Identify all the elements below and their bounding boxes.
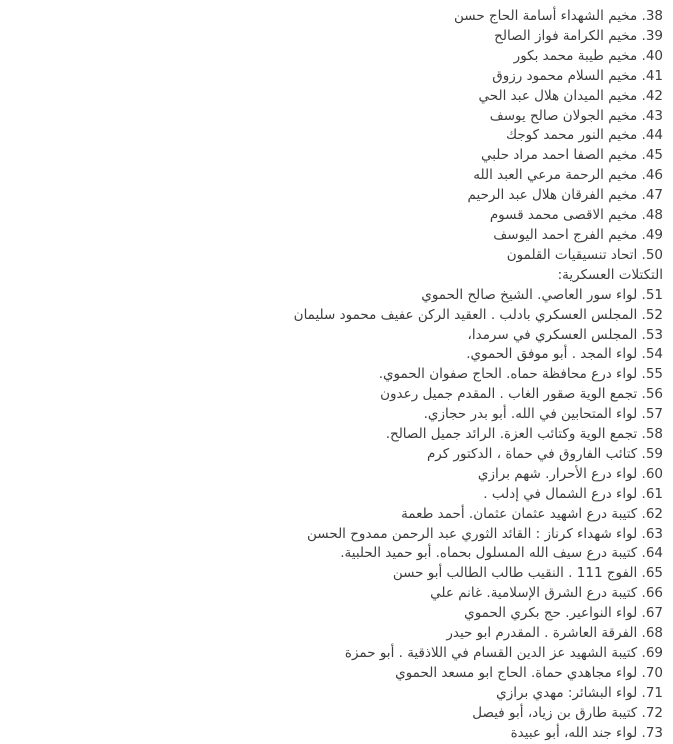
list-item: 72. كتيبة طارق بن زياد، أبو فيصل bbox=[472, 704, 663, 721]
list-item: 53. المجلس العسكري في سرمدا، bbox=[467, 326, 663, 343]
list-item: 40. مخيم طيبة محمد بكور bbox=[513, 47, 663, 64]
list-item: 50. اتحاد تنسيقيات القلمون bbox=[506, 246, 663, 263]
list-item: 56. تجمع الوية صقور الغاب . المقدم جميل رعدون bbox=[380, 386, 663, 403]
list-item: 73. لواء جند الله، أبو عبيدة bbox=[510, 724, 663, 741]
list-item: 57. لواء المتحابين في الله. أبو بدر حجازي. bbox=[423, 406, 663, 423]
list-item: 65. الفوج 111 . النقيب طالب الطالب أبو حسن bbox=[392, 565, 663, 582]
list-item: 39. مخيم الكرامة فواز الصالح bbox=[494, 27, 663, 44]
list-item: 42. مخيم الميدان هلال عبد الحي bbox=[478, 87, 663, 104]
list-item: 64. كتيبة درع سيف الله المسلول بحماه. أبو حميد الحلبية. bbox=[340, 545, 663, 562]
list-item: 54. لواء المجد . أبو موفق الحموي. bbox=[466, 346, 663, 363]
list-item: 52. المجلس العسكري بادلب . العقيد الركن عفيف محمود سليمان bbox=[293, 306, 663, 323]
list-item: 49. مخيم الفرج احمد اليوسف bbox=[493, 226, 663, 243]
list-item: 59. كتائب الفاروق في حماة ، الدكتور كرم bbox=[426, 445, 663, 462]
list-item: 45. مخيم الصفا احمد مراد حلبي bbox=[480, 147, 663, 164]
list-item: 41. مخيم السلام محمود رزوق bbox=[492, 67, 663, 84]
section-heading: التكتلات العسكرية: bbox=[557, 266, 663, 283]
list-item: 61. لواء درع الشمال في إدلب . bbox=[483, 485, 663, 502]
list-item: 48. مخيم الاقصى محمد قسوم bbox=[489, 207, 663, 224]
list-item: 43. مخيم الجولان صالح يوسف bbox=[489, 107, 663, 124]
list-item: 63. لواء شهداء كرناز : القائد الثوري عبد الرحمن ممدوح الحسن bbox=[307, 525, 663, 542]
list-item: 70. لواء مجاهدي حماة. الحاج ابو مسعد الحموي bbox=[395, 664, 663, 681]
numbered-list bbox=[0, 7, 663, 744]
list-item: 55. لواء درع محافظة حماه. الحاج صفوان الحموي. bbox=[378, 366, 663, 383]
list-item: 58. تجمع الوية وكتائب العزة. الرائد جميل الصالح. bbox=[385, 426, 663, 443]
list-item: 47. مخيم الفرقان هلال عبد الرحيم bbox=[467, 187, 663, 204]
list-item: 71. لواء البشائر: مهدي برازي bbox=[496, 684, 663, 701]
list-item: 60. لواء درع الأحرار. شهم برازي bbox=[477, 465, 663, 482]
list-item: 46. مخيم الرحمة مرعي العبد الله bbox=[473, 167, 663, 184]
list-item: 69. كتيبة الشهيد عز الدين القسام في اللاذقية . أبو حمزة bbox=[344, 645, 663, 661]
list-item: 68. الفرقة العاشرة . المقدرم ابو حيدر bbox=[446, 625, 663, 642]
list-item: 38. مخيم الشهداء أسامة الحاج حسن bbox=[454, 8, 663, 24]
list-item: 62. كتيبة درع اشهيد عثمان عثمان. أحمد طعمة bbox=[401, 505, 663, 522]
list-item: 67. لواء النواعير. حج بكري الحموي bbox=[464, 605, 663, 622]
list-item: 51. لواء سور العاصي. الشيخ صالح الحموي bbox=[421, 286, 663, 303]
list-item: 44. مخيم النور محمد كوجك bbox=[505, 127, 663, 144]
list-item: 66. كتيبة درع الشرق الإسلامية. غانم علي bbox=[430, 585, 663, 602]
